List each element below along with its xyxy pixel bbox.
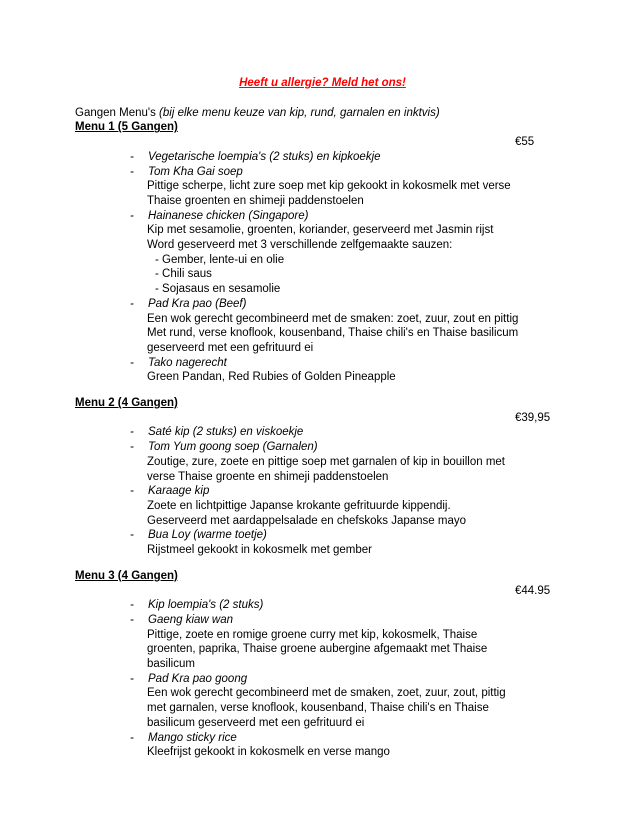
menu-section bbox=[75, 569, 570, 760]
menu-item bbox=[75, 150, 570, 165]
menu-intro bbox=[75, 106, 570, 121]
sauce-option bbox=[75, 253, 570, 268]
menu-section bbox=[75, 120, 570, 385]
menu-item-description-line: Green Pandan, Red Rubies of Golden Pineapple bbox=[147, 371, 396, 384]
menu-item bbox=[75, 165, 570, 180]
menu-item-name: Bua Loy (warme toetje) bbox=[148, 529, 267, 542]
menu-item bbox=[75, 484, 570, 499]
menu-price: €39,95 bbox=[515, 411, 551, 424]
menu-item-list bbox=[75, 425, 570, 557]
menu-item-description-line: Pittige, zoete en romige groene curry met kip, kokosmelk, Thaise bbox=[147, 628, 478, 641]
menu-item-name: Saté kip (2 stuks) en viskoekje bbox=[148, 426, 304, 439]
menu-sections bbox=[75, 120, 570, 760]
bullet-dash-icon: - bbox=[130, 613, 134, 626]
menu-item-description-line: Kip met sesamolie, groenten, koriander, geserveerd met Jasmin rijst bbox=[147, 224, 494, 237]
bullet-dash-icon: - bbox=[130, 356, 134, 369]
menu-item bbox=[75, 356, 570, 371]
menu-item-description-line: Met rund, verse knoflook, kousenband, Thaise chili's en Thaise basilicum bbox=[147, 327, 519, 340]
bullet-dash-icon: - bbox=[130, 150, 134, 163]
menu-item-description-line: Pittige scherpe, licht zure soep met kip gekookt in kokosmelk met verse bbox=[147, 180, 511, 193]
menu-section-title: Menu 3 (4 Gangen) bbox=[75, 569, 178, 582]
menu-item bbox=[75, 297, 570, 312]
menu-item-name: Tako nagerecht bbox=[148, 356, 227, 369]
menu-item-description-line: Thaise groenten en shimeji paddenstoelen bbox=[147, 194, 364, 207]
menu-section bbox=[75, 396, 570, 558]
menu-item-description-line: Zoutige, zure, zoete en pittige soep met garnalen of kip in bouillon met bbox=[147, 455, 505, 468]
menu-item-description-line: groenten, paprika, Thaise groene aubergine afgemaakt met Thaise bbox=[147, 643, 488, 656]
menu-section-title: Menu 1 (5 Gangen) bbox=[75, 121, 178, 134]
bullet-dash-icon: - bbox=[130, 209, 134, 222]
menu-item bbox=[75, 672, 570, 687]
bullet-dash-icon: - bbox=[130, 731, 134, 744]
menu-item-description-line: basilicum bbox=[147, 658, 195, 671]
menu-section-title: Menu 2 (4 Gangen) bbox=[75, 397, 178, 410]
menu-item-name: Tom Kha Gai soep bbox=[148, 165, 243, 178]
sauce-option bbox=[75, 267, 570, 282]
menu-item-name: Pad Kra pao (Beef) bbox=[148, 297, 247, 310]
menu-item bbox=[75, 598, 570, 613]
menu-price: €55 bbox=[515, 136, 535, 149]
menu-item-description-line: Een wok gerecht gecombineerd met de smaken, zoet, zuur, zout, pittig bbox=[147, 687, 506, 700]
menu-item bbox=[75, 528, 570, 543]
menu-item-description-line: Word geserveerd met 3 verschillende zelfgemaakte sauzen: bbox=[147, 239, 453, 252]
bullet-dash-icon: - bbox=[130, 599, 134, 612]
bullet-dash-icon: - bbox=[130, 165, 134, 178]
menu-item-description-line: basilicum geserveerd met een gefrituurd ei bbox=[147, 716, 365, 729]
menu-item-list bbox=[75, 598, 570, 760]
menu-item-name: Tom Yum goong soep (Garnalen) bbox=[148, 441, 318, 454]
menu-item-description-line: verse Thaise groente en shimeji paddenstoelen bbox=[147, 470, 389, 483]
sauce-option-text: Sojasaus en sesamolie bbox=[162, 283, 281, 296]
menu-item-description-line: met garnalen, verse knoflook, kousenband, Thaise chili's en Thaise bbox=[147, 702, 489, 715]
intro-label: Gangen Menu's bbox=[75, 106, 156, 119]
menu-item-list bbox=[75, 150, 570, 385]
menu-item-name: Pad Kra pao goong bbox=[148, 672, 248, 685]
menu-item-name: Karaage kip bbox=[148, 485, 210, 498]
bullet-dash-icon: - bbox=[130, 672, 134, 685]
sauce-option-text: Gember, lente-ui en olie bbox=[162, 253, 285, 266]
menu-item-description-line: Rijstmeel gekookt in kokosmelk met gember bbox=[147, 544, 372, 557]
menu-item bbox=[75, 731, 570, 746]
bullet-dash-icon: - bbox=[130, 529, 134, 542]
menu-item-name: Hainanese chicken (Singapore) bbox=[148, 209, 309, 222]
menu-item-name: Gaeng kiaw wan bbox=[148, 613, 234, 626]
menu-item-name: Kip loempia's (2 stuks) bbox=[148, 599, 264, 612]
menu-item-name: Mango sticky rice bbox=[148, 731, 237, 744]
menu-item bbox=[75, 425, 570, 440]
bullet-dash-icon: - bbox=[130, 297, 134, 310]
allergy-notice: Heeft u allergie? Meld het ons! bbox=[239, 77, 406, 89]
bullet-dash-icon: - bbox=[130, 485, 134, 498]
intro-note: (bij elke menu keuze van kip, rund, garnalen en inktvis) bbox=[159, 106, 440, 119]
menu-item-description-line: Geserveerd met aardappelsalade en chefskoks Japanse mayo bbox=[147, 514, 466, 527]
sub-bullet-dash-icon: - bbox=[155, 268, 163, 281]
menu-price: €44.95 bbox=[515, 584, 551, 597]
sub-bullet-dash-icon: - bbox=[155, 253, 163, 266]
menu-item-description-line: Een wok gerecht gecombineerd met de smaken: zoet, zuur, zout en pittig bbox=[147, 312, 519, 325]
menu-item bbox=[75, 613, 570, 628]
menu-item-description-line: Zoete en lichtpittige Japanse krokante gefrituurde kippendij. bbox=[147, 499, 451, 512]
sub-bullet-dash-icon: - bbox=[155, 283, 163, 296]
menu-item-description-line: geserveerd met een gefrituurd ei bbox=[147, 341, 314, 354]
menu-item-description-line: Kleefrijst gekookt in kokosmelk en verse mango bbox=[147, 746, 390, 759]
menu-item bbox=[75, 440, 570, 455]
menu-item bbox=[75, 209, 570, 224]
sauce-option-text: Chili saus bbox=[162, 268, 212, 281]
menu-item-name: Vegetarische loempia's (2 stuks) en kipkoekje bbox=[148, 150, 381, 163]
bullet-dash-icon: - bbox=[130, 426, 134, 439]
sauce-option bbox=[75, 282, 570, 297]
bullet-dash-icon: - bbox=[130, 441, 134, 454]
